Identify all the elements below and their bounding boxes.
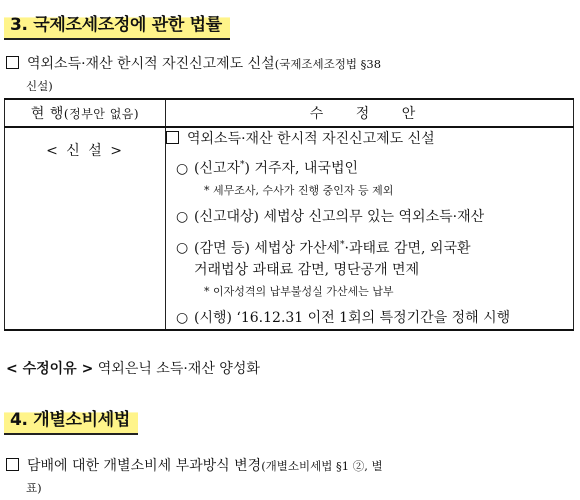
revision-reason xyxy=(6,358,260,380)
comparison-table xyxy=(4,98,574,331)
revised-heading xyxy=(166,128,573,150)
header-current xyxy=(5,99,166,127)
checkbox-square-icon xyxy=(6,458,19,471)
bullet-reduction-cont: 거래법상 과태료 감면, 명단공개 면제 xyxy=(194,262,420,279)
bullet-effective xyxy=(166,307,573,329)
circle-bullet-icon: ○ xyxy=(176,240,189,257)
new-establishment-label: < 신 설 > xyxy=(46,143,124,159)
bullet-target xyxy=(166,206,573,228)
item-2-main: 담배에 대한 개별소비세 부과방식 변경 xyxy=(27,458,262,474)
item-2-ref-cont: 표) xyxy=(26,481,42,495)
item-1-ref: (국제조세조정법 §38 xyxy=(274,57,382,71)
item-2-ref: (개별소비세법 §1 ②, 별 xyxy=(261,459,383,473)
item-1-ref-cont: 신설) xyxy=(26,79,53,93)
bullet-reduction-b: ·과태료 감면, 외국환 xyxy=(344,240,471,257)
item-1 xyxy=(6,53,566,97)
revision-reason-text: 역외은닉 소득·재산 양성화 xyxy=(97,361,260,377)
note-reduction: * 이자성격의 납부불성실 가산세는 납부 xyxy=(204,285,394,299)
checkbox-square-icon xyxy=(166,131,179,144)
note-reporter: * 세무조사, 수사가 진행 중인자 등 제외 xyxy=(204,183,394,197)
circle-bullet-icon: ○ xyxy=(176,310,189,327)
header-current-label: 현 행 xyxy=(30,106,64,122)
checkbox-square-icon xyxy=(6,56,19,69)
revised-heading-text: 역외소득·재산 한시적 자진신고제도 신설 xyxy=(187,131,435,147)
header-revised: 수 정 안 xyxy=(166,99,574,127)
bullet-reduction-a: (감면 등) 세법상 가산세 xyxy=(194,240,340,257)
bullet-reduction xyxy=(166,234,573,260)
item-1-main: 역외소득·재산 한시적 자진신고제도 신설 xyxy=(27,56,275,72)
bullet-target-text: (신고대상) 세법상 신고의무 있는 역외소득·재산 xyxy=(194,208,485,225)
bullet-reporter xyxy=(166,154,573,180)
bullet-reporter-b: ) 거주자, 내국법인 xyxy=(244,160,359,177)
header-current-note: (정부안 없음) xyxy=(63,107,140,121)
current-cell xyxy=(5,127,166,330)
section-title-3: 3. 국제조세조정에 관한 법률 xyxy=(4,6,230,40)
table-body-row xyxy=(5,127,574,330)
revision-reason-label: < 수정이유 > xyxy=(6,361,94,377)
section-title-4: 4. 개별소비세법 xyxy=(4,401,138,435)
circle-bullet-icon: ○ xyxy=(176,208,189,225)
circle-bullet-icon: ○ xyxy=(176,160,189,177)
footnote-star: * xyxy=(340,239,345,250)
table-header-row xyxy=(5,99,574,127)
item-2 xyxy=(6,455,566,499)
footnote-star: * xyxy=(240,160,245,170)
revised-cell xyxy=(166,127,574,330)
bullet-effective-text: (시행) ‘16.12.31 이전 1회의 특정기간을 정해 시행 xyxy=(194,310,511,327)
bullet-reporter-a: (신고자 xyxy=(194,160,241,177)
